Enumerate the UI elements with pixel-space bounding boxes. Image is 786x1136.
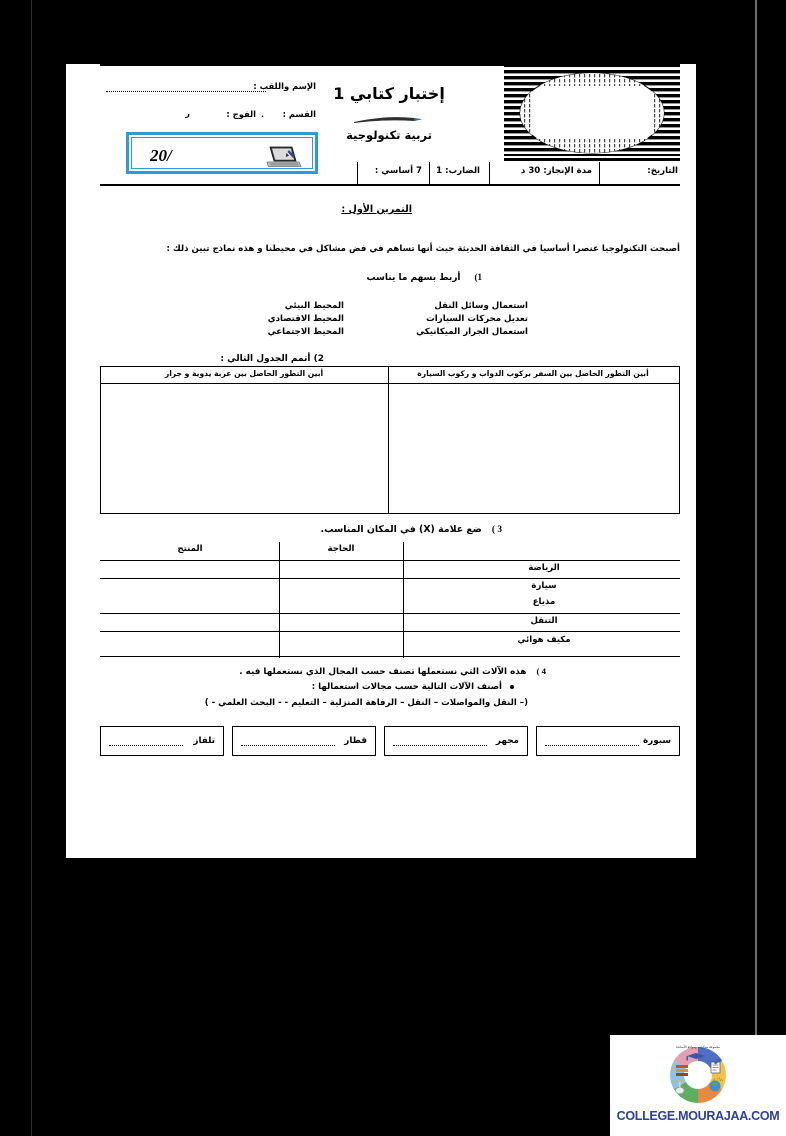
scan-right-artifact xyxy=(755,0,757,1136)
q3-row-rule xyxy=(100,631,680,632)
answer-box-label: تلفاز xyxy=(193,736,215,746)
answer-box-label: سبورة xyxy=(642,736,671,746)
q3-row-item: الرياضة xyxy=(528,563,560,573)
answer-box-label: مجهر xyxy=(495,736,519,746)
q1-right-item[interactable]: تعديل محركات السيارات xyxy=(426,314,528,325)
answer-box-fill-line[interactable] xyxy=(109,745,183,746)
exercise-intro-text: أصبحت التكنولوجيا عنصرا أساسيا في الثقافة الحديثة حيث أنها تساهم في فض مشاكل في محيطنا و هذه نماذج تبين ذلك : xyxy=(166,244,680,254)
q2-header-cell: أبين التطور الحاصل بين السفر بركوب الدواب و ركوب السيارة xyxy=(417,369,649,378)
q3-row-item: مكيف هوائي xyxy=(517,635,571,645)
header-bottom-rule xyxy=(100,184,680,186)
q1-left-column xyxy=(204,300,344,339)
answer-box[interactable] xyxy=(100,726,224,756)
q1-right-item[interactable]: استعمال الجرار الميكانيكي xyxy=(416,327,528,338)
student-name-fill-line[interactable] xyxy=(106,91,266,92)
q1-right-item[interactable]: استعمال وسائل النقل xyxy=(434,301,528,311)
q4-answer-boxes xyxy=(100,726,680,756)
q3-number: 3 ) xyxy=(491,525,502,535)
q4-instruction: هذه الآلات التي نستعملها تصنف حسب المجال الذي نستعملها فيه . xyxy=(239,667,527,677)
q4-domain-list: (– النقل والمواصلات – النقل – الرفاهة المنزلية – التعليم - - البحث العلمي - ) xyxy=(204,698,528,708)
duration-label: مدة الإنجاز: 30 د xyxy=(520,166,592,176)
q1-left-item[interactable]: المحيط الاجتماعي xyxy=(267,327,344,338)
q1-left-item[interactable]: المحيط البيئي xyxy=(284,301,344,311)
q3-instruction: ضع علامة (X) في المكان المناسب. xyxy=(320,524,482,535)
scan-edge-artifact xyxy=(31,0,32,1136)
q3-instruction-row xyxy=(321,524,502,535)
q1-left-item[interactable]: المحيط الاقتصادي xyxy=(267,314,344,325)
group-value: ر xyxy=(185,109,190,118)
answer-box-label: قطار xyxy=(344,736,367,746)
svg-text:مجموعة مذكرات ومواقع الأساتذة: مجموعة مذكرات ومواقع الأساتذة xyxy=(675,1045,721,1049)
document-page xyxy=(66,64,696,858)
q4-bullet-row xyxy=(312,682,514,692)
q4-number: 4 ) xyxy=(536,666,546,676)
site-watermark xyxy=(610,1035,786,1136)
q3-table-bottom-rule xyxy=(100,656,680,657)
answer-box-fill-line[interactable] xyxy=(393,745,487,746)
page-content xyxy=(100,64,680,858)
q3-row-item: التنقل xyxy=(530,616,558,626)
q2-header-cell: أبين التطور الحاصل بين عربة يدوية و جرار xyxy=(164,369,324,378)
q1-number: 1) xyxy=(474,272,482,282)
q3-header-haja: الحاجة xyxy=(327,544,355,554)
meta-divider-1 xyxy=(599,162,600,184)
q4-instruction-row xyxy=(239,666,546,677)
bullet-icon xyxy=(510,685,514,689)
group-label: الفوج : xyxy=(226,109,256,119)
exercise-title: التمرين الأول : xyxy=(341,204,412,215)
q3-row-rule xyxy=(100,613,680,614)
q2-answer-table xyxy=(100,366,680,514)
q1-instruction-row xyxy=(367,272,482,283)
watermark-site-url[interactable]: COLLEGE.MOURAJAA.COM xyxy=(616,1109,780,1123)
q3-header-montaj: المنتج xyxy=(177,544,203,554)
answer-box[interactable] xyxy=(536,726,680,756)
q3-row-rule xyxy=(100,560,680,561)
group-separator-dot: · xyxy=(260,112,264,121)
class-label: القسم : xyxy=(282,109,316,119)
meta-divider-2 xyxy=(489,162,490,184)
date-label: التاريخ: xyxy=(647,166,678,176)
pen-divider-icon xyxy=(352,116,424,124)
coefficient-label: الضارب: 1 xyxy=(436,166,480,176)
q3-classification-table xyxy=(100,542,680,658)
student-name-label: الإسم واللقب : xyxy=(253,81,316,91)
q2-instruction: 2) أتمم الجدول التالي : xyxy=(220,354,324,364)
q1-matching-area xyxy=(100,300,680,356)
meta-divider-4 xyxy=(357,162,358,184)
q3-row-item: مذياع xyxy=(532,597,556,607)
meta-divider-3 xyxy=(429,162,430,184)
exam-header xyxy=(100,64,680,186)
score-value: /20 xyxy=(150,146,172,165)
exam-subject: تربية تكنولوجية xyxy=(346,128,432,142)
answer-box-fill-line[interactable] xyxy=(545,745,639,746)
q3-row-rule xyxy=(100,578,680,579)
answer-box-fill-line[interactable] xyxy=(241,745,335,746)
college-mourajaa-logo-icon xyxy=(658,1043,738,1107)
decorative-striped-ellipse xyxy=(504,64,680,162)
level-label: 7 أساسي : xyxy=(374,166,422,176)
answer-box[interactable] xyxy=(384,726,528,756)
q3-row-item: سيارة xyxy=(531,581,557,591)
exam-title: إختبار كتابي 1 xyxy=(333,84,445,103)
q1-instruction: أربط بسهم ما يناسب xyxy=(366,273,461,283)
q1-right-column xyxy=(360,300,528,339)
q4-bullet-text: أصنف الآلات التالية حسب مجالات استعمالها : xyxy=(311,682,502,692)
exam-meta-row xyxy=(100,162,680,184)
q2-table-column-divider xyxy=(388,367,389,513)
answer-box[interactable] xyxy=(232,726,376,756)
